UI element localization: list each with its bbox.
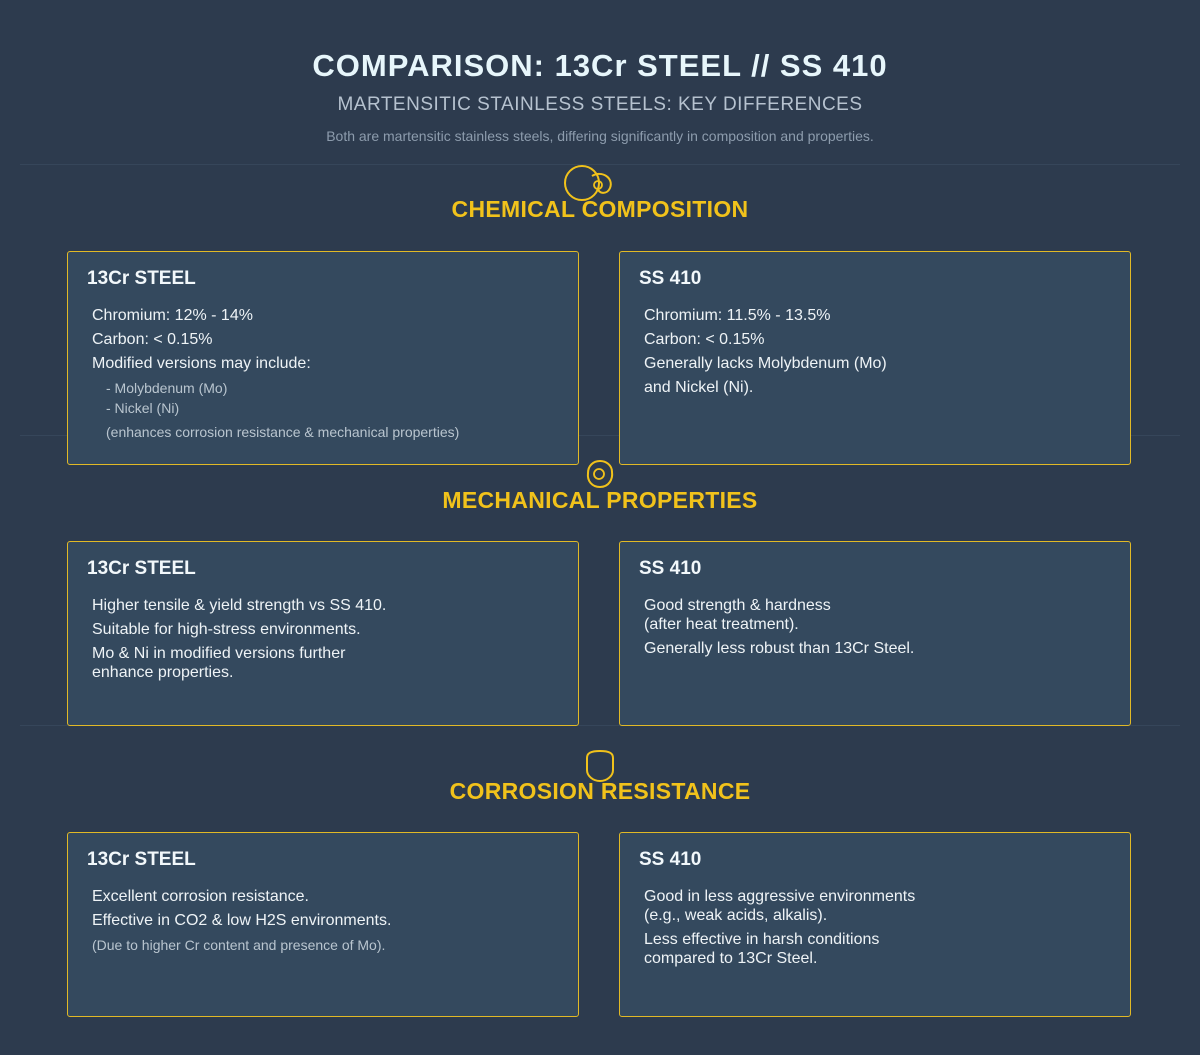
card-line: (after heat treatment). [644, 616, 799, 633]
card-title: SS 410 [639, 268, 702, 289]
card-line: Mo & Ni in modified versions further [92, 645, 346, 662]
card-line: Generally less robust than 13Cr Steel. [644, 640, 915, 657]
card-line: Modified versions may include: [92, 355, 311, 372]
card-line: compared to 13Cr Steel. [644, 950, 818, 967]
card-line: Good strength & hardness [644, 597, 831, 614]
card-note: (enhances corrosion resistance & mechanical properties) [106, 424, 460, 440]
card-13cr-composition [67, 251, 579, 465]
card-line: Less effective in harsh conditions [644, 931, 880, 948]
card-title: SS 410 [639, 558, 702, 579]
section-title-corrosion-resistance: CORROSION RESISTANCE [449, 778, 751, 804]
page-subtitle: MARTENSITIC STAINLESS STEELS: KEY DIFFERENCES [337, 94, 863, 115]
section-title-chemical-composition: CHEMICAL COMPOSITION [451, 196, 749, 222]
card-line: and Nickel (Ni). [644, 379, 754, 396]
gear-icon [584, 458, 616, 490]
card-sub-line: - Nickel (Ni) [106, 400, 180, 416]
card-line: Good in less aggressive environments [644, 888, 916, 905]
card-line: Excellent corrosion resistance. [92, 888, 309, 905]
section-title-mechanical-properties: MECHANICAL PROPERTIES [442, 487, 758, 513]
card-line: Carbon: < 0.15% [644, 331, 765, 348]
page-description: Both are martensitic stainless steels, differing significantly in composition and properties. [326, 128, 874, 144]
card-line: (e.g., weak acids, alkalis). [644, 907, 828, 924]
card-ss410-corrosion [619, 832, 1131, 1017]
card-title: 13Cr STEEL [87, 268, 196, 289]
card-13cr-corrosion [67, 832, 579, 1017]
card-title: 13Cr STEEL [87, 558, 196, 579]
card-title: SS 410 [639, 849, 702, 870]
card-line: Suitable for high-stress environments. [92, 621, 361, 638]
card-title: 13Cr STEEL [87, 849, 196, 870]
card-note: (Due to higher Cr content and presence of Mo). [92, 937, 386, 953]
card-ss410-composition [619, 251, 1131, 465]
card-line: enhance properties. [92, 664, 234, 681]
page-title: COMPARISON: 13Cr STEEL // SS 410 [312, 48, 888, 83]
card-line: Higher tensile & yield strength vs SS 410. [92, 597, 387, 614]
card-line: Generally lacks Molybdenum (Mo) [644, 355, 887, 372]
card-line: Effective in CO2 & low H2S environments. [92, 912, 392, 929]
card-13cr-mechanical [67, 541, 579, 726]
card-line: Carbon: < 0.15% [92, 331, 213, 348]
card-sub-line: - Molybdenum (Mo) [106, 380, 228, 396]
card-ss410-mechanical [619, 541, 1131, 726]
card-line: Chromium: 11.5% - 13.5% [644, 307, 831, 324]
card-line: Chromium: 12% - 14% [92, 307, 253, 324]
